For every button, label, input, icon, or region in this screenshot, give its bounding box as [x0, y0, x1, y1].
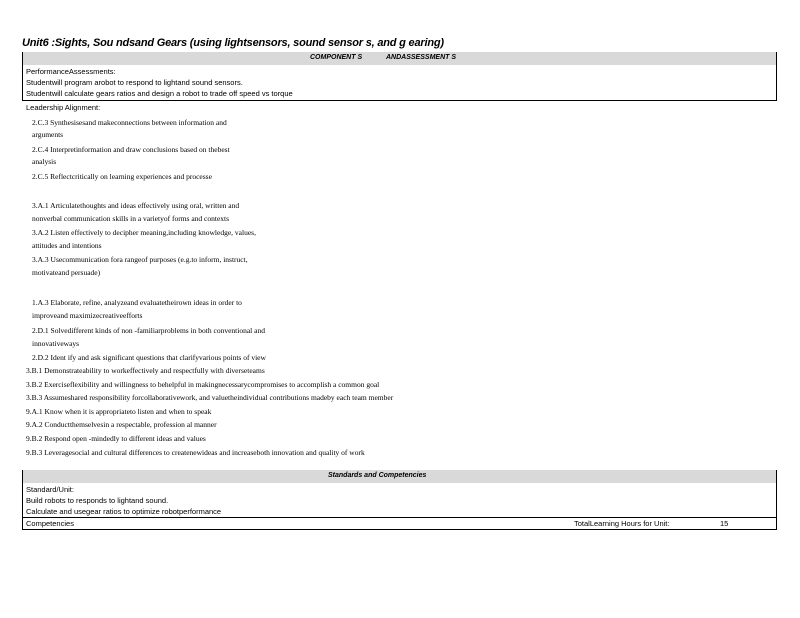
leadership-line: 9.B.2 Respond open -mindedly to different ideas and values: [26, 434, 206, 443]
leadership-line: analysis: [32, 157, 57, 166]
leadership-line: 9.A.2 Conductthemselvesin a respectable, profession al manner: [26, 420, 217, 429]
leadership-line: motivateand persuade): [32, 268, 101, 277]
unit-title: Unit6 :Sights, Sou ndsand Gears (using lightsensors, sound sensor s, and g earing): [22, 37, 444, 49]
leadership-line: 3.B.1 Demonstrateability to workeffectively and respectfully with diverseteams: [26, 366, 265, 375]
leadership-line: improveand maximizecreativeefforts: [32, 311, 143, 320]
performance-heading: PerformanceAssessments:: [26, 67, 116, 76]
left-border: [22, 470, 23, 530]
divider: [22, 517, 777, 518]
standards-band: [22, 470, 777, 483]
leadership-heading: Leadership Alignment:: [26, 103, 101, 112]
leadership-line: 2.D.1 Solvedifferent kinds of non -familiarproblems in both conventional and: [32, 326, 265, 335]
competencies-label: Competencies: [26, 519, 74, 528]
leadership-line: 1.A.3 Elaborate, refine, analyzeand evaluatetheirown ideas in order to: [32, 298, 242, 307]
standards-heading: Standard/Unit:: [26, 485, 74, 494]
leadership-line: 2.D.2 Ident ify and ask significant questions that clarifyvarious points of view: [32, 353, 266, 362]
standards-line: Calculate and usegear ratios to optimize robotperformance: [26, 507, 222, 516]
left-border: [22, 52, 23, 100]
leadership-line: innovativeways: [32, 339, 80, 348]
right-border: [776, 470, 777, 530]
leadership-line: 3.B.2 Exerciseflexibility and willingness to behelpful in makingnecessarycompromises to accomplish a common goal: [26, 380, 380, 389]
leadership-line: 3.A.2 Listen effectively to decipher meaning,including knowledge, values,: [32, 228, 256, 237]
performance-line: Studentwill calculate gears ratios and design a robot to trade off speed vs torque: [26, 89, 293, 98]
divider: [22, 100, 777, 101]
standards-line: Build robots to responds to lightand sound.: [26, 496, 169, 505]
leadership-line: 2.C.4 Interpretinformation and draw conclusions based on thebest: [32, 145, 230, 154]
leadership-line: arguments: [32, 130, 64, 139]
leadership-line: 3.B.3 Assumeshared responsibility forcollaborativework, and valuetheindividual contributions madeby each team member: [26, 393, 394, 402]
leadership-line: nonverbal communication skills in a varietyof forms and contexts: [32, 214, 230, 223]
standards-label: Standards and Competencies: [328, 472, 427, 479]
components-label: COMPONENT S: [310, 54, 363, 61]
hours-label: TotalLearning Hours for Unit:: [574, 519, 670, 528]
leadership-line: attitudes and intentions: [32, 241, 102, 250]
right-border: [776, 52, 777, 100]
leadership-line: 3.A.1 Articulatethoughts and ideas effectively using oral, written and: [32, 201, 240, 210]
leadership-line: 3.A.3 Usecommunication fora rangeof purposes (e.g.to inform, instruct,: [32, 255, 248, 264]
assessments-label: ANDASSESSMENT S: [386, 54, 457, 61]
leadership-line: 9.A.1 Know when it is appropriateto listen and when to speak: [26, 407, 212, 416]
leadership-line: 9.B.3 Leveragesocial and cultural differences to createnewideas and increaseboth innovation and quality of work: [26, 448, 365, 457]
leadership-line: 2.C.3 Synthesisesand makeconnections between information and: [32, 118, 227, 127]
hours-value: 15: [720, 519, 729, 528]
components-band: [22, 52, 777, 65]
leadership-line: 2.C.5 Reflectcritically on learning experiences and processe: [32, 172, 212, 181]
performance-line: Studentwill program arobot to respond to lightand sound sensors.: [26, 78, 243, 87]
bottom-border: [22, 529, 777, 530]
